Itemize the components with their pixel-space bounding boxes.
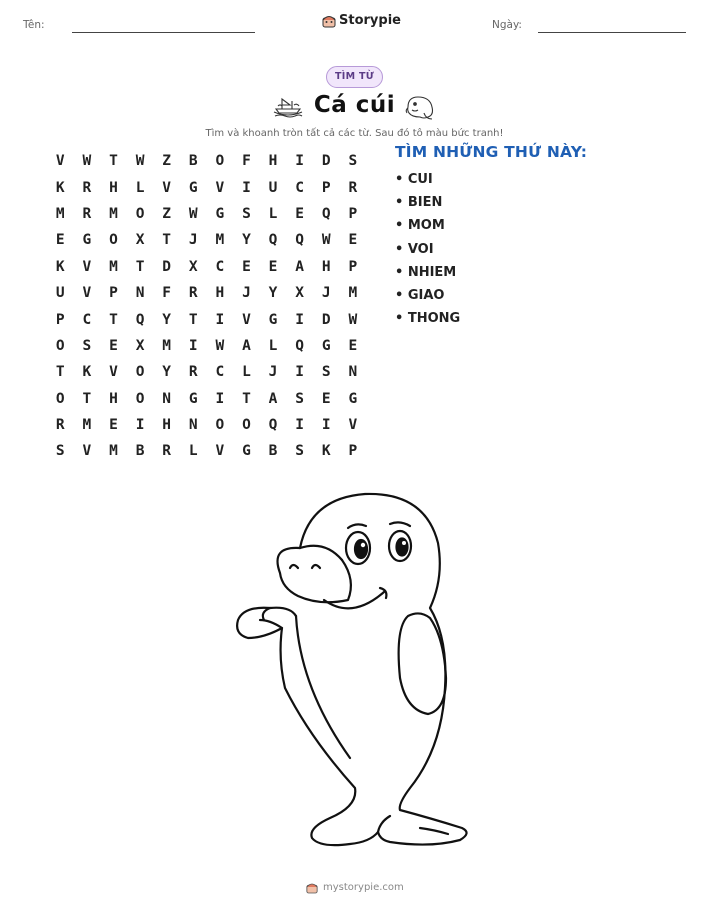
grid-letter[interactable]: T xyxy=(82,390,92,407)
grid-letter[interactable]: G xyxy=(82,232,92,249)
grid-letter[interactable]: S xyxy=(242,205,251,222)
grid-letter[interactable]: E xyxy=(321,390,331,407)
grid-letter[interactable]: O xyxy=(55,337,65,354)
grid-row xyxy=(47,306,366,332)
grid-letter[interactable]: B xyxy=(135,443,145,460)
word-list xyxy=(395,170,460,332)
grid-letter[interactable]: Y xyxy=(268,285,278,302)
grid-letter[interactable]: M xyxy=(109,258,118,275)
word-item: • MOM xyxy=(395,218,445,234)
footer-url[interactable]: mystorypie.com xyxy=(323,881,404,893)
grid-letter[interactable]: R xyxy=(162,443,172,460)
grid-letter[interactable]: V xyxy=(215,179,225,196)
grid-letter[interactable]: P xyxy=(348,443,358,460)
grid-letter[interactable]: O xyxy=(135,205,145,222)
grid-letter[interactable]: V xyxy=(162,179,172,196)
grid-letter[interactable]: L xyxy=(268,337,278,354)
word-item: • GIAO xyxy=(395,287,445,303)
grid-letter[interactable]: F xyxy=(162,285,172,302)
grid-letter[interactable]: G xyxy=(188,179,198,196)
grid-letter[interactable]: O xyxy=(215,153,225,170)
grid-letter[interactable]: J xyxy=(268,364,278,381)
grid-letter[interactable]: E xyxy=(295,205,304,222)
grid-letter[interactable]: S xyxy=(82,337,92,354)
find-words-heading: TÌM NHỮNG THỨ NÀY: xyxy=(395,143,588,161)
grid-letter[interactable]: J xyxy=(188,232,198,249)
grid-letter[interactable]: P xyxy=(55,311,65,328)
instructions: Tìm và khoanh tròn tất cả các từ. Sau đó tô màu bức tranh! xyxy=(205,128,504,139)
grid-letter[interactable]: J xyxy=(242,285,251,302)
grid-letter[interactable]: R xyxy=(348,179,358,196)
grid-letter[interactable]: W xyxy=(82,153,92,170)
grid-letter[interactable]: H xyxy=(162,417,172,434)
grid-letter[interactable]: I xyxy=(295,311,304,328)
grid-letter[interactable]: V xyxy=(242,311,251,328)
grid-letter[interactable]: X xyxy=(295,285,304,302)
grid-letter[interactable]: P xyxy=(109,285,118,302)
grid-letter[interactable]: M xyxy=(55,205,65,222)
grid-row xyxy=(47,227,366,253)
grid-letter[interactable]: M xyxy=(215,232,225,249)
storypie-footer-icon xyxy=(306,880,318,894)
manatee-illustration xyxy=(230,488,480,862)
grid-letter[interactable]: S xyxy=(321,364,331,381)
grid-letter[interactable]: H xyxy=(215,285,225,302)
grid-letter[interactable]: K xyxy=(321,443,331,460)
grid-letter[interactable]: E xyxy=(242,258,251,275)
grid-letter[interactable]: W xyxy=(348,311,358,328)
grid-letter[interactable]: C xyxy=(82,311,92,328)
grid-letter[interactable]: L xyxy=(242,364,251,381)
grid-letter[interactable]: T xyxy=(162,232,172,249)
grid-row xyxy=(47,386,366,412)
grid-letter[interactable]: O xyxy=(135,364,145,381)
grid-letter[interactable]: R xyxy=(82,179,92,196)
grid-letter[interactable]: T xyxy=(109,153,118,170)
grid-letter[interactable]: Y xyxy=(242,232,251,249)
grid-letter[interactable]: R xyxy=(188,285,198,302)
grid-letter[interactable]: O xyxy=(135,390,145,407)
grid-letter[interactable]: P xyxy=(348,205,358,222)
grid-letter[interactable]: N xyxy=(162,390,172,407)
grid-letter[interactable]: K xyxy=(82,364,92,381)
grid-row xyxy=(47,359,366,385)
grid-letter[interactable]: J xyxy=(321,285,331,302)
grid-letter[interactable]: E xyxy=(109,337,118,354)
grid-letter[interactable]: V xyxy=(82,443,92,460)
grid-letter[interactable]: E xyxy=(348,232,358,249)
grid-letter[interactable]: E xyxy=(348,337,358,354)
grid-letter[interactable]: T xyxy=(188,311,198,328)
activity-badge: TÌM TỪ xyxy=(326,66,383,88)
page-title: Cá cúi xyxy=(313,92,396,118)
grid-letter[interactable]: Q xyxy=(268,417,278,434)
grid-row xyxy=(47,412,366,438)
grid-letter[interactable]: I xyxy=(295,364,304,381)
grid-letter[interactable]: M xyxy=(109,205,118,222)
grid-letter[interactable]: V xyxy=(109,364,118,381)
grid-letter[interactable]: C xyxy=(215,364,225,381)
grid-letter[interactable]: I xyxy=(321,417,331,434)
grid-letter[interactable]: F xyxy=(242,153,251,170)
word-item: • CUI xyxy=(395,172,433,187)
grid-letter[interactable]: I xyxy=(135,417,145,434)
word-item: • NHIEM xyxy=(395,264,457,280)
grid-letter[interactable]: R xyxy=(82,205,92,222)
grid-letter[interactable]: Z xyxy=(162,153,172,170)
grid-letter[interactable]: D xyxy=(162,258,172,275)
grid-letter[interactable]: G xyxy=(215,205,225,222)
grid-letter[interactable]: M xyxy=(82,417,92,434)
grid-row xyxy=(47,148,366,174)
grid-letter[interactable]: H xyxy=(109,179,118,196)
grid-letter[interactable]: V xyxy=(82,285,92,302)
grid-letter[interactable]: G xyxy=(348,390,358,407)
grid-letter[interactable]: M xyxy=(109,443,118,460)
word-item: • BIEN xyxy=(395,195,443,211)
grid-letter[interactable]: V xyxy=(82,258,92,275)
grid-letter[interactable]: A xyxy=(295,258,304,275)
grid-letter[interactable]: C xyxy=(215,258,225,275)
grid-letter[interactable]: P xyxy=(321,179,331,196)
grid-letter[interactable]: I xyxy=(242,179,251,196)
grid-letter[interactable]: Q xyxy=(295,337,304,354)
grid-row xyxy=(47,280,366,306)
grid-row xyxy=(47,438,366,464)
grid-letter[interactable]: K xyxy=(55,258,65,275)
grid-letter[interactable]: R xyxy=(188,364,198,381)
grid-letter[interactable]: S xyxy=(348,153,358,170)
name-line xyxy=(72,32,255,33)
date-line xyxy=(538,32,686,33)
grid-letter[interactable]: H xyxy=(321,258,331,275)
manatee-small-icon xyxy=(402,93,438,125)
grid-letter[interactable]: D xyxy=(321,153,331,170)
grid-letter[interactable]: N xyxy=(135,285,145,302)
grid-letter[interactable]: Q xyxy=(135,311,145,328)
grid-letter[interactable]: V xyxy=(55,153,65,170)
grid-letter[interactable]: U xyxy=(268,179,278,196)
name-label: Tên: xyxy=(23,19,45,31)
grid-letter[interactable]: W xyxy=(188,205,198,222)
grid-letter[interactable]: H xyxy=(268,153,278,170)
grid-letter[interactable]: X xyxy=(135,337,145,354)
grid-letter[interactable]: E xyxy=(268,258,278,275)
grid-row xyxy=(47,174,366,200)
grid-letter[interactable]: O xyxy=(215,417,225,434)
grid-letter[interactable]: R xyxy=(55,417,65,434)
grid-letter[interactable]: L xyxy=(188,443,198,460)
grid-letter[interactable]: X xyxy=(135,232,145,249)
grid-letter[interactable]: I xyxy=(295,153,304,170)
grid-letter[interactable]: Y xyxy=(162,311,172,328)
date-label: Ngày: xyxy=(492,19,522,31)
grid-letter[interactable]: G xyxy=(188,390,198,407)
grid-letter[interactable]: K xyxy=(55,179,65,196)
grid-letter[interactable]: B xyxy=(268,443,278,460)
grid-letter[interactable]: Q xyxy=(295,232,304,249)
grid-letter[interactable]: I xyxy=(295,417,304,434)
grid-letter[interactable]: W xyxy=(321,232,331,249)
grid-letter[interactable]: O xyxy=(242,417,251,434)
grid-letter[interactable]: H xyxy=(109,390,118,407)
grid-letter[interactable]: S xyxy=(55,443,65,460)
grid-letter[interactable]: I xyxy=(188,337,198,354)
grid-letter[interactable]: A xyxy=(242,337,251,354)
grid-letter[interactable]: O xyxy=(55,390,65,407)
grid-letter[interactable]: V xyxy=(215,443,225,460)
grid-letter[interactable]: E xyxy=(55,232,65,249)
grid-letter[interactable]: Q xyxy=(321,205,331,222)
word-search-grid xyxy=(47,148,366,465)
grid-letter[interactable]: M xyxy=(162,337,172,354)
grid-letter[interactable]: E xyxy=(109,417,118,434)
grid-letter[interactable]: Y xyxy=(162,364,172,381)
brand-name: Storypie xyxy=(339,12,401,28)
grid-letter[interactable]: L xyxy=(268,205,278,222)
grid-letter[interactable]: D xyxy=(321,311,331,328)
grid-letter[interactable]: W xyxy=(135,153,145,170)
grid-row xyxy=(47,254,366,280)
grid-letter[interactable]: A xyxy=(268,390,278,407)
grid-letter[interactable]: M xyxy=(348,285,358,302)
grid-letter[interactable]: G xyxy=(321,337,331,354)
grid-letter[interactable]: S xyxy=(295,390,304,407)
footer xyxy=(306,880,404,894)
grid-letter[interactable]: W xyxy=(215,337,225,354)
word-item: • THONG xyxy=(395,311,461,327)
storypie-logo-icon xyxy=(322,12,336,28)
grid-letter[interactable]: U xyxy=(55,285,65,302)
grid-letter[interactable]: T xyxy=(135,258,145,275)
brand-logo xyxy=(322,12,401,28)
word-item: • VOI xyxy=(395,241,434,257)
grid-letter[interactable]: T xyxy=(55,364,65,381)
grid-letter[interactable]: Q xyxy=(268,232,278,249)
grid-letter[interactable]: N xyxy=(188,417,198,434)
grid-letter[interactable]: S xyxy=(295,443,304,460)
grid-letter[interactable]: O xyxy=(109,232,118,249)
grid-row xyxy=(47,201,366,227)
grid-row xyxy=(47,333,366,359)
grid-letter[interactable]: Z xyxy=(162,205,172,222)
grid-letter[interactable]: G xyxy=(268,311,278,328)
grid-letter[interactable]: I xyxy=(215,390,225,407)
grid-letter[interactable]: G xyxy=(242,443,251,460)
grid-letter[interactable]: T xyxy=(242,390,251,407)
grid-letter[interactable]: B xyxy=(188,153,198,170)
grid-letter[interactable]: N xyxy=(348,364,358,381)
grid-letter[interactable]: P xyxy=(348,258,358,275)
grid-letter[interactable]: I xyxy=(215,311,225,328)
grid-letter[interactable]: C xyxy=(295,179,304,196)
grid-letter[interactable]: X xyxy=(188,258,198,275)
grid-letter[interactable]: V xyxy=(348,417,358,434)
grid-letter[interactable]: L xyxy=(135,179,145,196)
grid-letter[interactable]: T xyxy=(109,311,118,328)
